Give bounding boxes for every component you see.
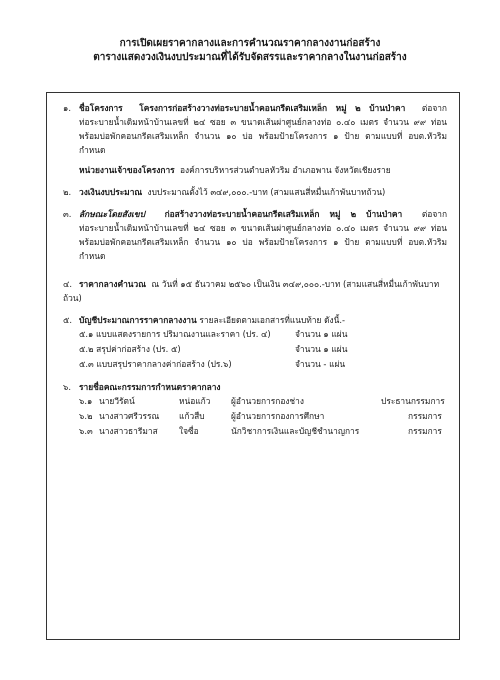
estimate-item-name: ๕.๑ แบบแสดงรายการ ปริมาณงานและราคา (ปร. ๔) [79, 329, 271, 339]
budget-text: งบประมาณตั้งไว้ ๓๔๙,๐๐๐.-บาท (สามแสนสี่หมื่นเก้าพันบาทถ้วน) [147, 187, 386, 197]
estimate-intro: รายละเอียดตามเอกสารที่แนบท้าย ดังนี้.- [199, 315, 346, 325]
member-role: ประธานกรรมการ [381, 396, 445, 406]
content-frame [46, 92, 460, 640]
section-number: ๑. [63, 103, 71, 113]
section-label: ราคากลางคำนวณ [79, 279, 147, 289]
member-first-name: นายวีรัตน์ [99, 396, 135, 406]
committee-member [63, 409, 447, 424]
project-title-tail: ต่อจาก [421, 103, 447, 113]
member-role: กรรมการ [408, 411, 442, 421]
section-number: ๖. [63, 382, 71, 392]
estimate-item-qty: จำนวน ๑ แผ่น [295, 344, 348, 354]
agency-value: องค์การบริหารส่วนตำบลหัวริม อำเภอพาน จังหวัดเชียงราย [179, 165, 391, 175]
estimate-item [63, 342, 447, 357]
estimate-item-name: ๕.๓ แบบสรุปราคากลางค่าก่อสร้าง (ปร.๖) [79, 359, 232, 369]
section-label: วงเงินงบประมาณ [79, 187, 143, 197]
member-last-name: ใจซื่อ [179, 426, 199, 436]
project-detail-line: ท่อระบายน้ำเดิมหน้าบ้านเลขที่ ๒๔ ซอย ๓ ขนาดเส้นผ่าศูนย์กลางท่อ ๐.๔๐ เมตร จำนวน ๙๙ ท่อน [79, 117, 447, 127]
member-first-name: นางสาวธารีมาส [99, 426, 158, 436]
committee-member [63, 394, 447, 409]
agency-label: หน่วยงานเจ้าของโครงการ [79, 165, 175, 175]
section-number: ๒. [63, 187, 72, 197]
summary-detail-line: ท่อระบายน้ำเดิมหน้าบ้านเลขที่ ๒๔ ซอย ๓ ขนาดเส้นผ่าศูนย์กลางท่อ ๐.๔๐ เมตร จำนวน ๙๙ ท่อน [79, 223, 447, 233]
summary-title-tail: ต่อจาก [421, 209, 448, 219]
member-last-name: แก้วสืบ [179, 411, 205, 421]
estimate-item [63, 357, 447, 372]
project-detail-line: กำหนด [79, 145, 106, 155]
member-role: กรรมการ [408, 426, 442, 436]
member-number: ๖.๑ [79, 396, 93, 406]
member-position: ผู้อำนวยการกองช่าง [231, 396, 304, 406]
section-budget [63, 185, 447, 199]
section-project-name [63, 101, 447, 177]
summary-title: ก่อสร้างวางท่อระบายน้ำคอนกรีตเสริมเหล็ก หมู่ ๒ บ้านป่าคา [164, 209, 403, 219]
summary-detail-line: กำหนด [79, 251, 106, 261]
estimate-item [63, 327, 447, 342]
member-last-name: หน่อแก้ว [179, 396, 211, 406]
project-title: โครงการก่อสร้างวางท่อระบายน้ำคอนกรีตเสริมเหล็ก หมู่ ๒ บ้านป่าคา [139, 103, 406, 113]
member-position: นักวิชาการเงินและบัญชีชำนาญการ [231, 426, 360, 436]
project-detail-line: พร้อมบ่อพักคอนกรีตเสริมเหล็ก จำนวน ๑๐ บ่อ พร้อมป้ายโครงการ ๑ ป้าย ตามแบบที่ อบต.หัวริม [79, 131, 447, 141]
content-body [63, 101, 447, 447]
section-label: รายชื่อคณะกรรมการกำหนดราคากลาง [79, 382, 221, 392]
section-estimate-list [63, 313, 447, 372]
member-number: ๖.๒ [79, 411, 93, 421]
estimate-item-qty: จำนวน - แผ่น [295, 359, 346, 369]
committee-member [63, 424, 447, 439]
section-summary [63, 207, 447, 263]
summary-detail-line: พร้อมบ่อพักคอนกรีตเสริมเหล็ก จำนวน ๑๐ บ่อ พร้อมป้ายโครงการ ๑ ป้าย ตามแบบที่ อบต.หัวริม [79, 237, 447, 247]
document-subtitle: ตารางแสดงวงเงินงบประมาณที่ได้รับจัดสรรและราคากลางในงานก่อสร้าง [93, 52, 407, 63]
section-label: ลักษณะโดยสังเขป [79, 209, 145, 219]
section-label: บัญชีประมาณการราคากลางงาน [79, 315, 197, 325]
member-first-name: นางสาวศรีวรรณ [99, 411, 160, 421]
section-number: ๔. [63, 279, 73, 289]
median-price-text: ณ วันที่ ๑๕ ธันวาคม ๒๕๖๐ เป็นเงิน ๓๔๙,๐๐๐.-บาท (สามแสนสี่หมื่นเก้าพันบาทถ้วน) [63, 279, 440, 303]
member-number: ๖.๓ [79, 426, 93, 436]
estimate-item-qty: จำนวน ๑ แผ่น [295, 329, 348, 339]
document-title: การเปิดเผยราคากลางและการคำนวณราคากลางงานก่อสร้าง [119, 38, 381, 49]
section-committee [63, 380, 447, 439]
section-median-price [63, 277, 447, 305]
project-agency [63, 163, 447, 177]
section-number: ๕. [63, 315, 73, 325]
section-label: ชื่อโครงการ [79, 103, 123, 113]
section-number: ๓. [63, 209, 72, 219]
estimate-item-name: ๕.๒ สรุปค่าก่อสร้าง (ปร. ๕) [79, 344, 181, 354]
member-position: ผู้อำนวยการกองการศึกษา [231, 411, 325, 421]
